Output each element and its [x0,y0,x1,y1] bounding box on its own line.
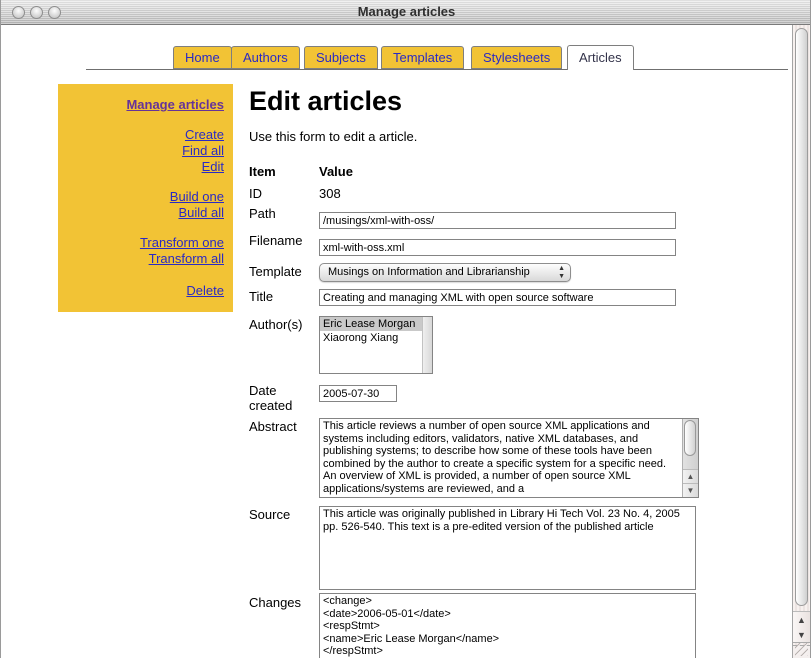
path-input[interactable] [319,212,676,229]
title-input[interactable] [319,289,676,306]
id-value: 308 [319,186,341,201]
sidebar-item-find-all[interactable]: Find all [182,143,224,158]
popup-arrows-icon: ▲ ▼ [558,264,565,280]
authors-select[interactable] [319,316,433,374]
abstract-scrollbar-thumb[interactable] [684,420,696,456]
tab-templates[interactable]: Templates [381,46,464,69]
template-select[interactable] [319,263,571,282]
title-label: Title [249,289,274,304]
sidebar-item-transform-one[interactable]: Transform one [139,235,224,250]
scroll-up-icon[interactable]: ▲ [683,469,698,483]
author-option[interactable]: Xiaorong Xiang [323,332,399,344]
filename-input[interactable] [319,239,676,256]
resize-grip-icon[interactable] [793,645,810,658]
source-label: Source [249,507,291,522]
window-titlebar [1,0,811,25]
sidebar [58,84,233,312]
scroll-down-icon[interactable]: ▼ [683,483,698,497]
tab-underline [86,69,788,70]
intro-text: Use this form to edit a article. [249,129,418,144]
changes-label: Changes [249,595,302,610]
window-scrollbar-thumb[interactable] [795,28,808,606]
abstract-textarea[interactable] [320,419,682,497]
source-field [319,506,696,590]
sidebar-item-create[interactable]: Create [184,127,224,142]
sidebar-item-build-one[interactable]: Build one [169,189,224,204]
column-header-value: Value [319,164,353,179]
template-selected-value: Musings on Information and Librarianship [328,266,530,278]
filename-label: Filename [249,233,303,248]
sidebar-item-edit[interactable]: Edit [201,159,224,174]
authors-label: Author(s) [249,317,303,332]
date-created-label: Date created [249,383,293,413]
tab-subjects[interactable]: Subjects [304,46,378,69]
source-textarea[interactable] [320,507,695,589]
abstract-label: Abstract [249,419,297,434]
sidebar-item-manage-articles[interactable]: Manage articles [126,97,224,112]
authors-select-scrollbar[interactable] [422,317,432,373]
template-label: Template [249,264,302,279]
sidebar-item-transform-all[interactable]: Transform all [148,251,224,266]
scroll-up-icon[interactable]: ▲ [793,611,810,627]
date-created-input[interactable] [319,385,397,402]
changes-field [319,593,696,658]
page-title: Edit articles [249,86,403,116]
scroll-down-icon[interactable]: ▼ [793,627,810,643]
abstract-field [319,418,699,498]
column-header-item: Item [249,164,276,179]
window-scrollbar[interactable] [792,25,810,658]
tab-stylesheets[interactable]: Stylesheets [471,46,562,69]
author-option[interactable]: Eric Lease Morgan [320,317,432,331]
window-title: Manage articles [357,4,456,19]
id-label: ID [249,186,262,201]
changes-textarea[interactable] [320,594,695,658]
path-label: Path [249,206,276,221]
sidebar-item-build-all[interactable]: Build all [178,205,224,220]
tab-home[interactable]: Home [173,46,232,69]
tab-authors[interactable]: Authors [231,46,300,69]
sidebar-item-delete[interactable]: Delete [186,283,224,298]
abstract-scrollbar[interactable] [682,419,698,497]
tab-articles[interactable]: Articles [567,45,634,70]
